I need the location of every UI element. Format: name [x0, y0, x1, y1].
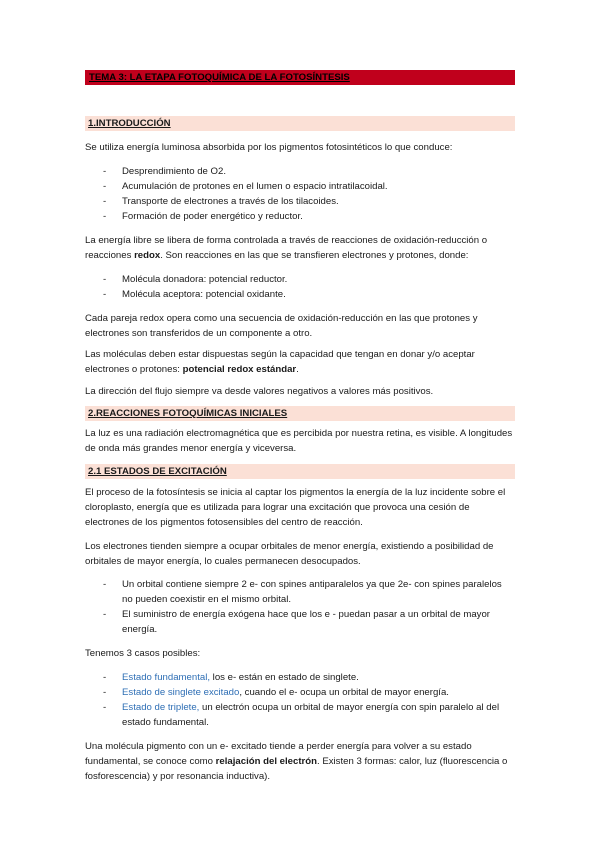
paragraph: La energía libre se libera de forma controlada a través de reacciones de oxidación-reducción o reacciones redox. Son reacciones en las que se transfieren electrones y protones, donde: [85, 235, 488, 261]
term-potencial-redox: potencial redox estándar [182, 364, 297, 375]
bullet-list [85, 272, 515, 302]
list-item: - Estado de triplete, un electrón ocupa un orbital de mayor energía con spin paralelo al del estado fundamental. [85, 700, 515, 730]
term-estado-fundamental: Estado fundamental, [122, 672, 211, 683]
document-page [85, 70, 515, 784]
paragraph: El proceso de la fotosíntesis se inicia al captar los pigmentos la energía de la luz incidente sobre el cloroplasto, energía que es utilizada para lograr una excitación que provoca una cesión de electrones de los pigmentos fotosensibles del centro de reacción. [85, 487, 506, 528]
term-singlete-excitado: Estado de singlete excitado [122, 687, 240, 698]
term-triplete: Estado de triplete, [122, 702, 200, 713]
section-heading-reacciones: 2.REACCIONES FOTOQUÍMICAS INICIALES [85, 406, 515, 421]
bullet-list [85, 164, 515, 224]
list-item: - Un orbital contiene siempre 2 e- con spines antiparalelos ya que 2e- con spines paralelos no pueden coexistir en el mismo orbital. [85, 577, 515, 607]
list-item: - Formación de poder energético y reductor. [85, 209, 515, 224]
term-redox: redox [134, 250, 161, 261]
list-item: - Molécula donadora: potencial reductor. [85, 272, 515, 287]
term-relajacion: relajación del electrón [215, 756, 317, 767]
bullet-list [85, 577, 515, 637]
paragraph: Las moléculas deben estar dispuestas según la capacidad que tengan en donar y/o aceptar electrones o protones: potencial redox estándar. [85, 349, 475, 375]
cases-list [85, 670, 515, 730]
list-item: - Transporte de electrones a través de los tilacoides. [85, 194, 515, 209]
paragraph: Una molécula pigmento con un e- excitado tiende a perder energía para volver a su estado fundamental, se conoce como relajación del electrón. Existen 3 formas: calor, luz (fluorescencia o fosforescencia) y por resonancia inductiva). [85, 741, 508, 782]
paragraph: La luz es una radiación electromagnética que es percibida por nuestra retina, es visible. A longitudes de onda más grandes menor energía y viceversa. [85, 428, 513, 454]
list-item: - Estado fundamental, los e- están en estado de singlete. [85, 670, 515, 685]
paragraph: Los electrones tienden siempre a ocupar orbitales de menor energía, existiendo a posibilidad de orbitales de mayor energía, lo cuales permanecen desocupados. [85, 541, 494, 567]
list-item: - Acumulación de protones en el lumen o espacio intratilacoidal. [85, 179, 515, 194]
list-item: - Estado de singlete excitado, cuando el e- ocupa un orbital de mayor energía. [85, 685, 515, 700]
paragraph: Se utiliza energía luminosa absorbida por los pigmentos fotosintéticos lo que conduce: [85, 142, 453, 153]
paragraph: Cada pareja redox opera como una secuencia de oxidación-reducción en las que protones y electrones son transferidos de un componente a otro. [85, 313, 478, 339]
document-title: TEMA 3: LA ETAPA FOTOQUÍMICA DE LA FOTOSÍNTESIS [85, 70, 515, 85]
list-item: - El suministro de energía exógena hace que los e - puedan pasar a un orbital de mayor energía. [85, 607, 515, 637]
paragraph: Tenemos 3 casos posibles: [85, 648, 201, 659]
list-item: - Molécula aceptora: potencial oxidante. [85, 287, 515, 302]
list-item: - Desprendimiento de O2. [85, 164, 515, 179]
paragraph: La dirección del flujo siempre va desde valores negativos a valores más positivos. [85, 386, 434, 397]
section-heading-introduccion: 1.INTRODUCCIÓN [85, 116, 515, 131]
section-heading-estados: 2.1 ESTADOS DE EXCITACIÓN [85, 464, 515, 479]
